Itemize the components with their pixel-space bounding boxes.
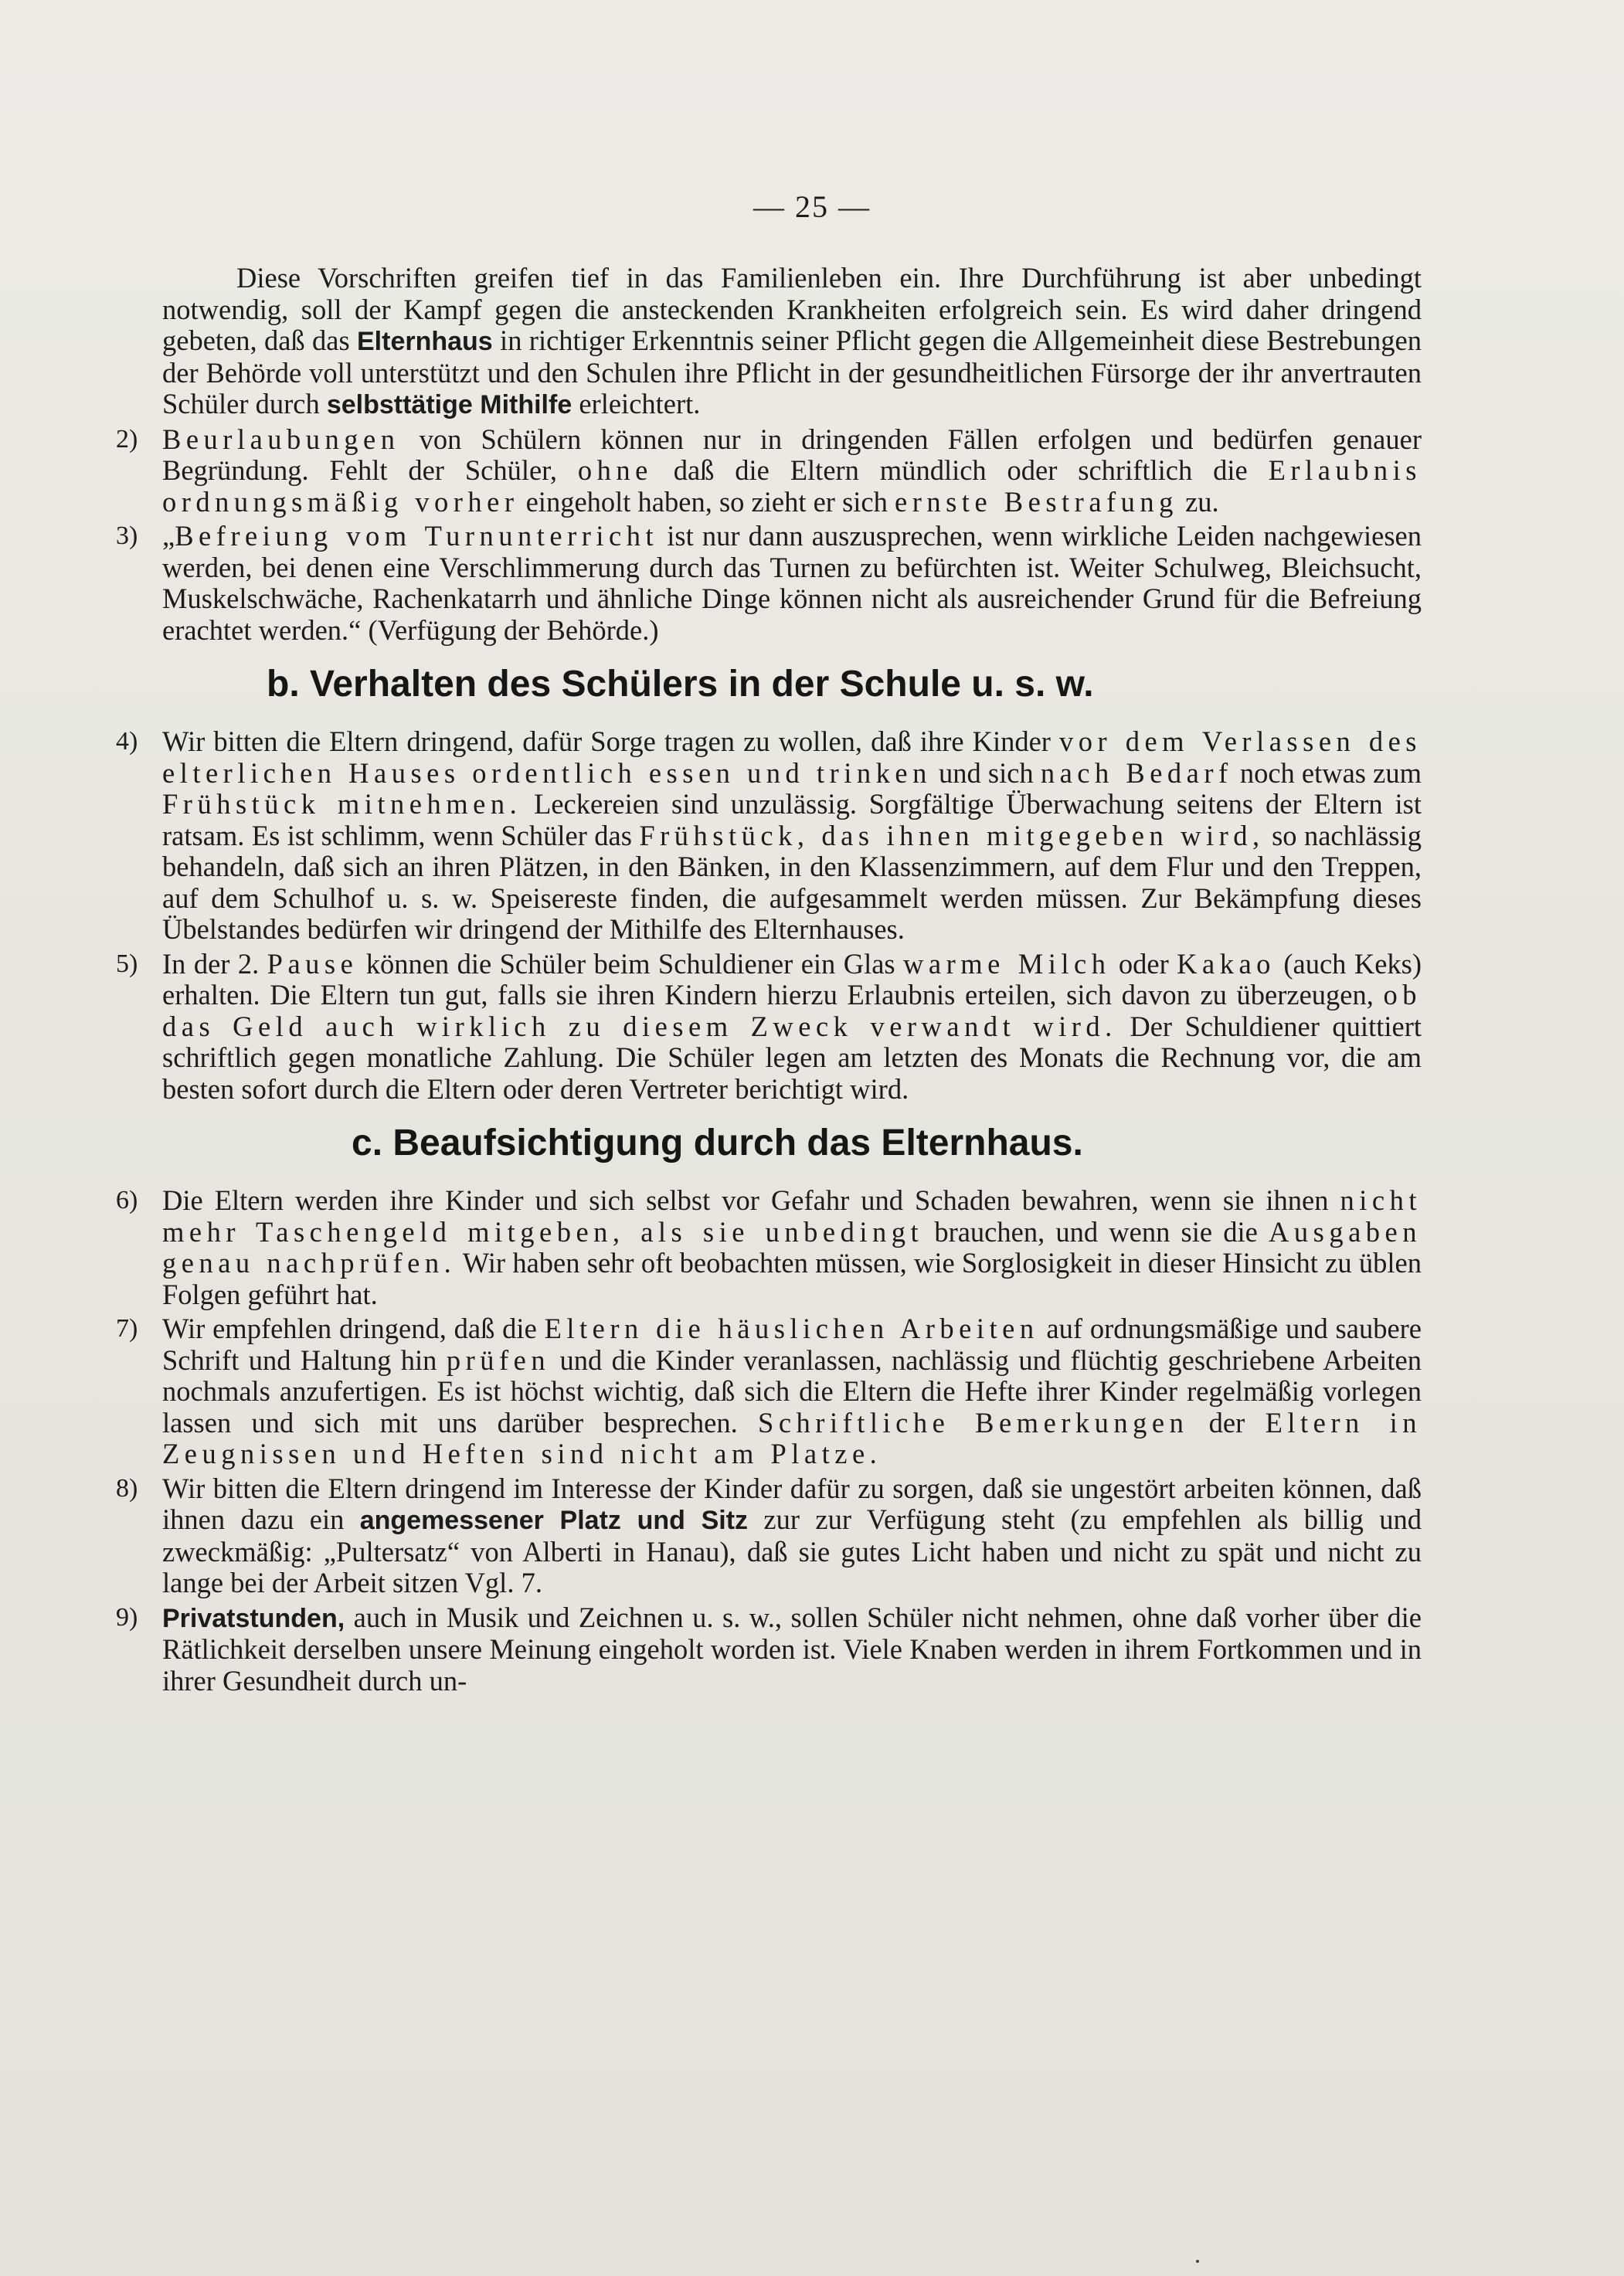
text-run: und sich [931,756,1041,789]
intro-paragraph [162,263,1422,421]
spaced-emphasis: Frühstück mitnehmen. [162,788,522,820]
spaced-emphasis: nicht mehr Taschengeld mitgeben, als sie unbedingt [162,1184,1422,1248]
text-run: Wir empfehlen dringend, daß die [162,1313,545,1344]
bold-emphasis: angemessener Platz und Sitz [359,1506,749,1535]
spaced-emphasis: Frühstück, das ihnen mitgegeben wird, [639,819,1265,851]
spaced-emphasis: nach Bedarf [1040,756,1233,789]
text-run: und die Kinder veranlassen, nachlässig und flüchtig geschriebene Arbeiten nochmals anzufertigen. Es ist höchst wichtig, daß sich die Eltern die Hefte ihrer Kinder regelmäßig vorlegen lassen und sich mit uns darüber besprechen. [162,1344,1422,1439]
item-text [162,725,1422,945]
item-number: 8) [116,1473,138,1503]
bold-emphasis: Elternhaus [357,327,493,356]
item-text [162,948,1422,1105]
spaced-emphasis: Eltern die häuslichen Arbeiten [544,1313,1039,1344]
text-run: der [1188,1406,1266,1439]
text-run: auf ordnungsmäßige und saubere Schrift und Haltung hin [162,1313,1422,1376]
spaced-emphasis: Erlaubnis ordnungsmäßig vorher [162,454,1422,518]
text-run: Wir bitten die Eltern dringend, dafür Sorge tragen zu wollen, daß ihre Kinder [162,725,1059,757]
spaced-emphasis: Eltern in Zeugnissen und Heften sind nicht am Platze. [162,1406,1422,1469]
text-run: (auch Keks) erhalten. Die Eltern tun gut, falls sie ihren Kindern hierzu Erlaubnis erteilen, sich davon zu überzeugen, [162,947,1422,1011]
item-number: 7) [116,1314,138,1343]
spaced-emphasis: Pause [267,947,358,980]
item-number: 5) [116,949,138,978]
paper-speck [1196,2260,1199,2263]
item-text [162,1313,1422,1469]
text-run: Diese Vorschriften greifen tief in das Familienleben ein. Ihre Durchführung ist aber unbedingt notwendig, soll der Kampf gegen die ansteckenden Krankheiten erfolgreich sein. Es wird daher dringend gebeten, daß das [162,262,1422,356]
spaced-emphasis: ernste Bestrafung [895,485,1178,518]
spaced-emphasis: ohne [577,454,653,486]
item-number: 9) [116,1602,138,1632]
bold-emphasis: Privatstunden, [162,1603,345,1633]
text-run: brauchen, und wenn sie die [923,1215,1269,1248]
text-run: Der Schuldiener quittiert schriftlich gegen monatliche Zahlung. Die Schüler legen am letzten des Monats die Rechnung vor, die am besten sofort durch die Eltern oder deren Vertreter berichtigt wird. [162,1010,1422,1105]
list-item [116,726,1422,946]
section-b-items [116,726,1422,1105]
text-run: auch in Musik und Zeichnen u. s. w., sollen Schüler nicht nehmen, ohne daß vorher über die Rätlichkeit derselben unsere Meinung eingeholt worden ist. Viele Knaben werden in ihrem Fortkommen und in ihrer Gesundheit durch un- [162,1601,1422,1697]
text-run: zu. [1177,485,1219,518]
text-run: ist nur dann auszusprechen, wenn wirkliche Leiden nachgewiesen werden, bei denen eine Verschlimmerung durch das Turnen zu befürchten ist. Weiter Schulweg, Bleichsucht, Muskelschwäche, Rachenkatarrh und ähnliche Dinge können nicht als ausreichender Grund für die Befreiung erachtet werden.“ (Verfügung der Behörde.) [162,520,1422,646]
list-item [116,1185,1422,1310]
spaced-emphasis: vor dem Verlassen des elterlichen Hauses ordentlich essen und trinken [162,725,1422,789]
page-body [116,263,1422,1697]
item-number: 2) [116,424,138,454]
text-run: in richtiger Erkenntnis seiner Pflicht gegen die Allgemeinheit diese Bestrebungen der Behörde voll unterstützt und den Schulen ihre Pflicht in der gesundheitlichen Fürsorge der ihr anvertrauten Schüler durch [162,324,1422,420]
section-c-items [116,1185,1422,1697]
item-number: 4) [116,727,138,756]
list-item [116,424,1422,518]
spaced-emphasis: ob das Geld auch wirklich zu diesem Zweck verwandt wird. [162,979,1422,1042]
spaced-emphasis: Kakao [1177,947,1276,980]
spaced-emphasis: Befreiung vom Turnunterricht [175,520,659,552]
spaced-emphasis: warme Milch [903,947,1111,980]
list-item [116,1602,1422,1697]
item-text [162,423,1422,518]
text-run: erleichtert. [572,388,701,420]
text-run: so nachlässig behandeln, daß sich an ihren Plätzen, in den Bänken, in den Klassenzimmern, auf dem Flur und den Treppen, auf dem Schulhof u. s. w. Speisereste finden, die aufgesammelt werden müssen. Zur Bekämpfung dieses Übelstandes bedürfen wir dringend der Mithilfe des Elternhauses. [162,819,1422,945]
text-run: Wir bitten die Eltern dringend im Interesse der Kinder dafür zu sorgen, daß sie ungestört arbeiten können, daß ihnen dazu ein [162,1472,1422,1535]
item-number: 3) [116,521,138,550]
text-run: daß die Eltern mündlich oder schriftlich die [652,454,1269,486]
spaced-emphasis: Beurlaubungen [162,423,400,455]
item-text [162,1184,1422,1310]
text-run: Leckereien sind unzulässig. Sorgfältige Überwachung seitens der Eltern ist ratsam. Es ist schlimm, wenn Schüler das [162,788,1422,851]
item-text [162,1473,1422,1599]
spaced-emphasis: Ausgaben genau nachprüfen. [162,1215,1422,1279]
item-text [162,520,1422,646]
text-run: noch etwas zum [1232,756,1422,789]
item-text [162,1602,1422,1697]
list-item [116,949,1422,1106]
list-item [116,1313,1422,1470]
text-run: von Schülern können nur in dringenden Fällen erfolgen und bedürfen genauer Begründung. Fehlt der Schüler, [162,423,1422,486]
section-heading-c: c. Beaufsichtigung durch das Elternhaus. [352,1123,1083,1163]
text-run: eingeholt haben, so zieht er sich [518,485,895,518]
spaced-emphasis: prüfen [446,1344,551,1376]
text-run: zur zur Verfügung steht (zu empfehlen als billig und zweckmäßig: „Pultersatz“ von Alberti in Hanau), daß sie gutes Licht haben und nicht zu spät und nicht zu lange bei der Arbeit sitzen Vgl. 7. [162,1503,1422,1598]
text-run: Wir haben sehr oft beobachten müssen, wie Sorglosigkeit in dieser Hinsicht zu üblen Folgen geführt hat. [162,1247,1422,1310]
list-item [116,521,1422,646]
text-run: In der 2. [162,947,267,980]
spaced-emphasis: Schriftliche Bemerkungen [758,1406,1189,1439]
section-a-items [116,424,1422,647]
bold-emphasis: selbsttätige Mithilfe [326,390,572,420]
text-run: Die Eltern werden ihre Kinder und sich selbst vor Gefahr und Schaden bewahren, wenn sie ihnen [162,1184,1340,1216]
text-run: „ [162,520,175,552]
text-run: oder [1110,947,1177,980]
item-number: 6) [116,1186,138,1214]
page-number: — 25 — [753,189,871,224]
list-item [116,1473,1422,1599]
text-run: können die Schüler beim Schuldiener ein Glas [358,947,904,980]
section-heading-b: b. Verhalten des Schülers in der Schule u. s. w. [267,664,1094,705]
